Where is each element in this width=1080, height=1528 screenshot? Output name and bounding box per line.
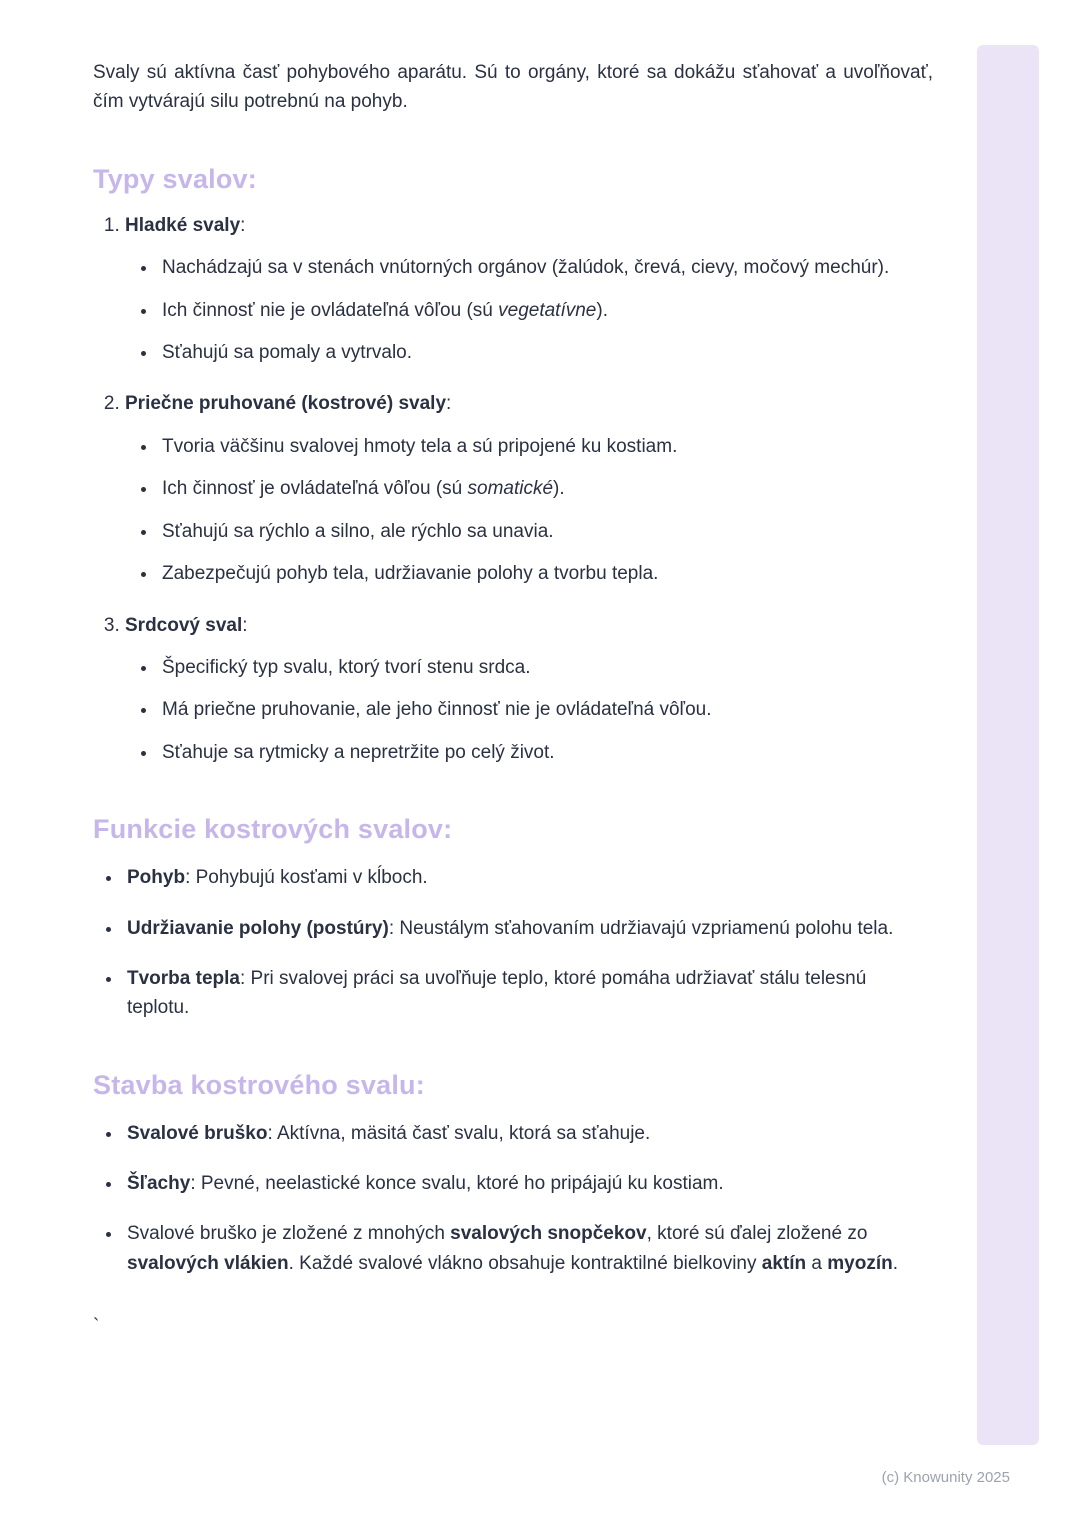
text: Ich činnosť nie je ovládateľná vôľou (sú [162,299,499,321]
intro-paragraph [93,58,933,117]
bold-text: Priečne pruhované (kostrové) svaly [125,393,447,415]
bullet-item [158,474,892,503]
text: . [892,1252,898,1274]
list-item-title [125,211,940,240]
bullet-item [158,253,892,282]
text: : [240,214,246,236]
numbered-list-item [125,211,940,368]
text: : Pohybujú kosťami v kĺboch. [185,867,428,889]
italic-text: somatické [467,478,554,500]
bold-text: Šľachy [127,1173,191,1194]
bullet-item [123,964,927,1023]
text: : Neustálym sťahovaním udržiavajú vzpriamenú polohu tela. [388,917,894,939]
text: Tvoria väčšinu svalovej hmoty tela a sú pripojené ku kostiam. [162,435,678,457]
bold-text: Pohyb [127,867,186,889]
bold-text: Hladké svaly [125,214,241,236]
footer-credit: (c) Knowunity 2025 [881,1469,1010,1486]
section [93,163,940,767]
text: : [446,393,452,415]
bullet-item [123,1169,927,1198]
bullet-item [123,1119,927,1148]
text: Svalové bruško je zložené z mnohých [127,1223,451,1245]
bullet-sub-list [125,432,940,589]
bullet-list [93,1119,940,1279]
section [93,1069,940,1279]
bullet-item [158,653,892,682]
section-heading: Typy svalov: [93,163,257,194]
text: Špecifický typ svalu, ktorý tvorí stenu srdca. [162,657,531,678]
section [93,813,940,1023]
text: : Aktívna, mäsitá časť svalu, ktorá sa sťahuje. [267,1122,651,1144]
text: : [242,614,248,636]
bold-text: svalových vlákien [127,1252,289,1274]
bullet-item [158,517,892,546]
text: , ktoré sú ďalej zložené zo [646,1223,868,1245]
numbered-list-item [125,389,940,588]
text: . Každé svalové vlákno obsahuje kontraktilné bielkoviny [288,1252,762,1274]
bullet-item [123,914,927,943]
numbered-list-item [125,611,940,768]
text: Ich činnosť je ovládateľná vôľou (sú [162,478,468,500]
italic-text: vegetatívne [498,299,597,321]
bold-text: aktín [761,1252,807,1274]
bold-text: Tvorba tepla [127,967,240,989]
bullet-item [158,432,892,461]
text: Má priečne pruhovanie, ale jeho činnosť nie je ovládateľná vôľou. [162,699,712,721]
text: a [806,1252,828,1274]
bold-text: Srdcový sval [125,614,243,636]
list-item-title [125,389,940,418]
bullet-sub-list [125,253,940,367]
text: Nachádzajú sa v stenách vnútorných orgánov (žalúdok, črevá, cievy, močový mechúr). [162,257,890,279]
text: : Pevné, neelastické konce svalu, ktoré ho pripájajú ku kostiam. [190,1173,724,1194]
bullet-sub-list [125,653,940,767]
bullet-item [123,1219,927,1278]
bullet-list [93,863,940,1023]
text: ). [596,299,608,321]
text: : Pri svalovej práci sa uvoľňuje teplo, ktoré pomáha udržiavať stálu telesnú teplotu. [127,967,867,1019]
numbered-list [93,211,940,768]
text: Zabezpečujú pohyb tela, udržiavanie polohy a tvorbu tepla. [162,563,659,585]
section-heading: Funkcie kostrových svalov: [93,814,453,845]
sections [93,163,940,1278]
bullet-item [158,296,892,325]
bullet-item [158,695,892,724]
bullet-item [158,738,892,767]
bold-text: Svalové bruško [127,1122,268,1144]
bold-text: svalových snopčekov [450,1223,647,1245]
list-item-title [125,611,940,640]
text: Svaly sú aktívna časť pohybového aparátu. Sú to orgány, ktoré sa dokážu sťahovať a uvoľňovať, čím vytvárajú silu potrebnú na pohyb. [93,62,933,113]
bullet-item [158,559,892,588]
text: Sťahuje sa rytmicky a nepretržite po celý život. [162,741,555,763]
text: Sťahujú sa pomaly a vytrvalo. [162,341,413,363]
side-accent-bar [977,45,1039,1445]
bullet-item [123,863,927,892]
text: ). [553,478,565,500]
bold-text: Udržiavanie polohy (postúry) [127,917,389,939]
bullet-item [158,338,892,367]
stray-character: ` [93,1316,100,1338]
text: Sťahujú sa rýchlo a silno, ale rýchlo sa unavia. [162,520,554,542]
section-heading: Stavba kostrového svalu: [93,1069,425,1100]
bold-text: myozín [827,1252,893,1274]
